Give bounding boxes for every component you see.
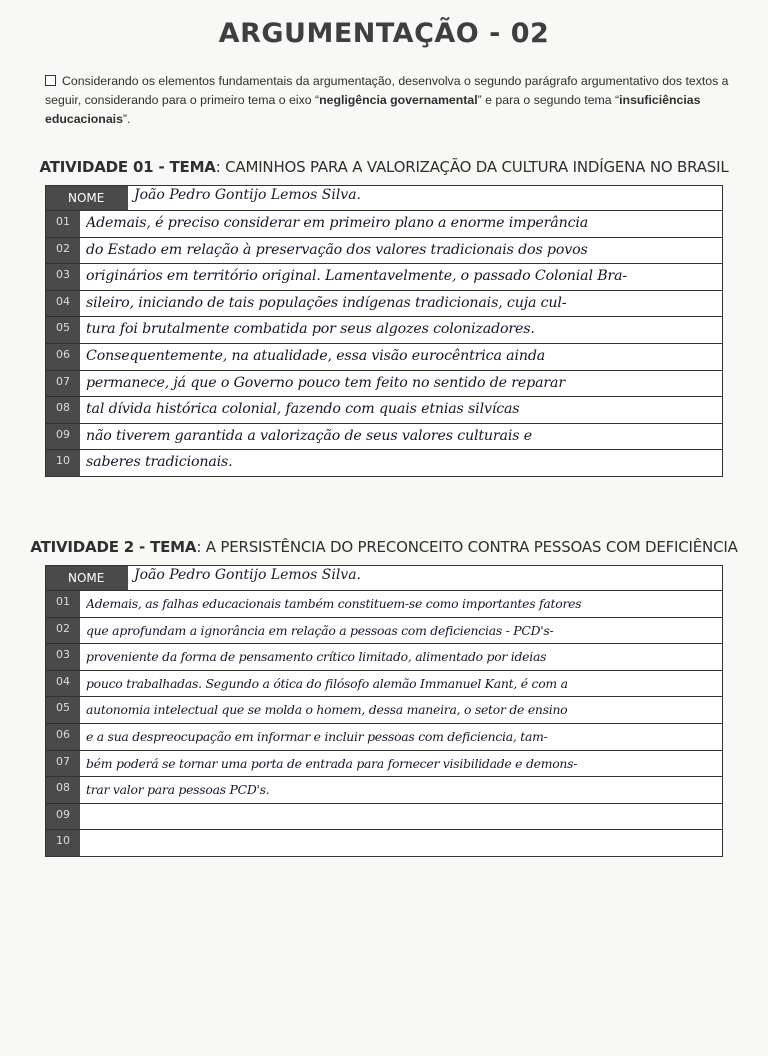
axis-2: insuficiências educacionais	[45, 93, 701, 126]
answer-line[interactable]	[46, 724, 722, 751]
line-number: 10	[56, 454, 70, 468]
answer-line[interactable]	[46, 751, 722, 778]
axis-1: negligência governamental	[319, 93, 478, 107]
handwritten-text[interactable]: saberes tradicionais.	[86, 454, 233, 471]
line-number: 10	[56, 834, 70, 848]
handwritten-text[interactable]: não tiverem garantida a valorização de seus valores culturais e	[86, 427, 532, 444]
line-number: 08	[56, 401, 70, 415]
answer-sheet-1	[45, 185, 723, 477]
handwritten-text[interactable]: do Estado em relação à preservação dos valores tradicionais dos povos	[86, 241, 588, 258]
handwritten-text[interactable]: trar valor para pessoas PCD's.	[86, 782, 270, 798]
activity-1-topic: : CAMINHOS PARA A VALORIZAÇÃO DA CULTURA INDÍGENA NO BRASIL	[215, 158, 729, 176]
handwritten-text[interactable]: Ademais, as falhas educacionais também constituem-se como importantes fatores	[86, 596, 582, 611]
answer-line[interactable]	[46, 344, 722, 371]
handwritten-text[interactable]: tura foi brutalmente combatida por seus algozes colonizadores.	[86, 321, 535, 338]
instructions	[45, 72, 735, 129]
handwritten-text[interactable]: e a sua despreocupação em informar e incluir pessoas com deficiencia, tam-	[86, 728, 548, 744]
answer-line[interactable]	[46, 317, 722, 344]
answer-line[interactable]	[46, 591, 722, 618]
instructions-text-2: ” e para o segundo tema “	[477, 93, 620, 107]
line-number: 09	[56, 807, 70, 821]
answer-line[interactable]	[46, 397, 722, 424]
handwritten-text[interactable]: sileiro, iniciando de tais populações indígenas tradicionais, cuja cul-	[86, 294, 567, 311]
line-number: 06	[56, 727, 70, 741]
line-number: 03	[56, 268, 70, 282]
line-number: 06	[56, 347, 70, 361]
handwritten-text[interactable]: Ademais, é preciso considerar em primeiro plano a enorme imperância	[86, 215, 589, 231]
line-number: 01	[56, 595, 70, 608]
answer-line[interactable]	[46, 830, 722, 856]
answer-line[interactable]	[46, 371, 722, 398]
handwritten-text[interactable]: permanece, já que o Governo pouco tem feito no sentido de reparar	[86, 374, 565, 391]
name-row	[46, 186, 722, 211]
answer-line[interactable]	[46, 618, 722, 645]
name-label: NOME	[46, 186, 128, 210]
handwritten-text[interactable]: Consequentemente, na atualidade, essa visão eurocêntrica ainda	[86, 347, 546, 364]
activity-2-lead: ATIVIDADE 2 - TEMA	[30, 538, 197, 556]
checkbox-icon[interactable]	[45, 75, 56, 86]
line-number: 02	[56, 621, 70, 635]
instructions-text-1: Considerando os elementos fundamentais da argumentação, desenvolva o segundo parágrafo argumentativo dos textos a seguir, considerando para o primeiro tema o eixo “	[45, 74, 729, 107]
answer-line[interactable]	[46, 291, 722, 318]
line-number: 07	[56, 374, 70, 388]
answer-line[interactable]	[46, 238, 722, 265]
answer-line[interactable]	[46, 804, 722, 831]
handwritten-text[interactable]: proveniente da forma de pensamento crítico limitado, alimentado por ideias	[86, 649, 547, 665]
line-number: 05	[56, 701, 70, 715]
line-number: 01	[56, 215, 70, 228]
answer-line[interactable]	[46, 644, 722, 671]
line-number: 03	[56, 648, 70, 662]
name-row	[46, 566, 722, 591]
name-value[interactable]: João Pedro Gontijo Lemos Silva.	[134, 187, 362, 203]
line-number: 09	[56, 427, 70, 441]
answer-sheet-2	[45, 565, 723, 857]
activity-2-title	[0, 538, 768, 556]
answer-line[interactable]	[46, 424, 722, 451]
answer-lines	[46, 591, 722, 856]
line-number: 07	[56, 754, 70, 768]
answer-lines	[46, 211, 722, 476]
activity-1-title	[0, 158, 768, 176]
handwritten-text[interactable]: pouco trabalhadas. Segundo a ótica do filósofo alemão Immanuel Kant, é com a	[86, 675, 568, 691]
answer-line[interactable]	[46, 211, 722, 238]
answer-line[interactable]	[46, 450, 722, 476]
instructions-text-3: ”.	[122, 112, 131, 126]
line-number: 04	[56, 294, 70, 308]
line-number: 08	[56, 781, 70, 795]
handwritten-text[interactable]: bém poderá se tornar uma porta de entrada para fornecer visibilidade e demons-	[86, 755, 578, 771]
line-number: 05	[56, 321, 70, 335]
name-value[interactable]: João Pedro Gontijo Lemos Silva.	[134, 567, 362, 583]
line-number: 02	[56, 241, 70, 255]
handwritten-text[interactable]: que aprofundam a ignorância em relação a pessoas com deficiencias - PCD's-	[86, 622, 554, 638]
activity-2-topic: : A PERSISTÊNCIA DO PRECONCEITO CONTRA PESSOAS COM DEFICIÊNCIA	[196, 538, 738, 556]
answer-line[interactable]	[46, 671, 722, 698]
name-label: NOME	[46, 566, 128, 590]
page-title: ARGUMENTAÇÃO - 02	[218, 18, 550, 49]
answer-line[interactable]	[46, 264, 722, 291]
handwritten-text[interactable]: originários em território original. Lamentavelmente, o passado Colonial Bra-	[86, 268, 628, 285]
answer-line[interactable]	[46, 697, 722, 724]
answer-line[interactable]	[46, 777, 722, 804]
activity-1-lead: ATIVIDADE 01 - TEMA	[39, 158, 216, 176]
handwritten-text[interactable]: autonomia intelectual que se molda o homem, dessa maneira, o setor de ensino	[86, 702, 568, 718]
handwritten-text[interactable]: tal dívida histórica colonial, fazendo com quais etnias silvícas	[86, 401, 520, 418]
line-number: 04	[56, 674, 70, 688]
